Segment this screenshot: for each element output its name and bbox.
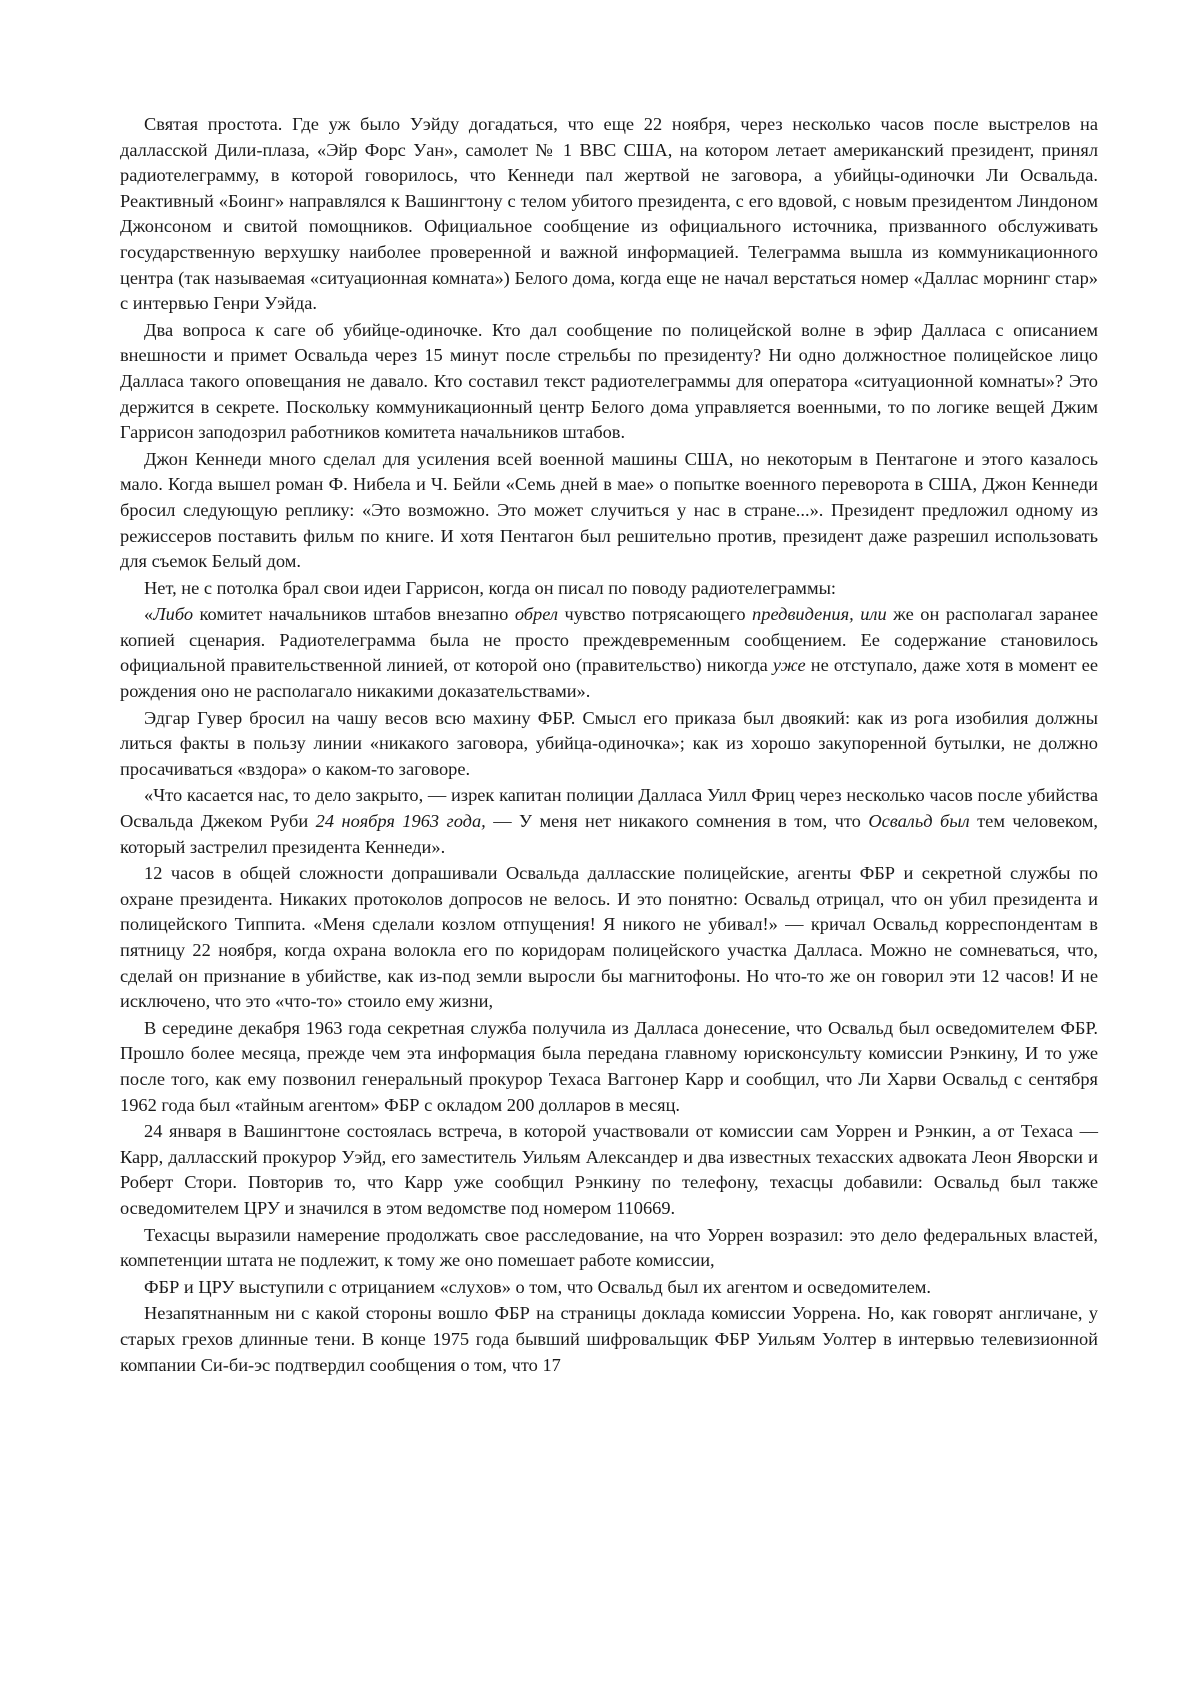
italic-text: предвидения, или — [752, 604, 887, 625]
paragraph — [120, 602, 1098, 704]
text-run: « — [144, 604, 154, 625]
text-run: тем человеком, который застрелил президента Кеннеди». — [120, 811, 1098, 857]
italic-text: Освальд был — [868, 811, 970, 832]
text-run: «Что касается нас, то дело закрыто, — изрек капитан полиции Далласа Уилл Фриц через несколько часов после убийства Освальда Джеком Руби — [120, 785, 1098, 832]
paragraph — [120, 318, 1098, 446]
paragraph — [120, 1301, 1098, 1378]
paragraph — [120, 112, 1098, 317]
paragraph — [120, 1016, 1098, 1118]
text-run: не отступало, даже хотя в момент ее рождения оно не располагало никакими доказательствами». — [120, 655, 1098, 702]
paragraph — [120, 1275, 1098, 1301]
text-run: Эдгар Гувер бросил на чашу весов всю махину ФБР. Смысл его приказа был двоякий: как из рога изобилия должны литься факты в пользу линии «никакого заговора, убийца-одиночка»; как из хорошо закупоренной бутылки, не должно просачиваться «вздора» о каком-то заговоре. — [120, 707, 1098, 779]
text-run: Джон Кеннеди много сделал для усиления всей военной машины США, но некоторым в Пентагоне и этого казалось мало. Когда вышел роман Ф. Нибела и Ч. Бейли «Семь дней в мае» о попытке военного переворота в США, Джон Кеннеди бросил следующую реплику: «Это возможно. Это может случиться у нас в стране...». Президент предложил одному из режиссеров поставить фильм по книге. И хотя Пентагон был решительно против, президент даже разрешил использовать для съемок Белый дом. — [120, 448, 1098, 572]
text-run: Два вопроса к саге об убийце-одиночке. Кто дал сообщение по полицейской волне в эфир Далласа с описанием внешности и примет Освальда через 15 минут после стрельбы по президенту? Ни одно должностное полицейское лицо Далласа такого оповещания не давало. Кто составил текст радиотелеграммы для оператора «ситуационной комнаты»? Это держится в секрете. Поскольку коммуникационный центр Белого дома управляется военными, то по логике вещей Джим Гаррисон заподозрил работников комитета начальников штабов. — [120, 319, 1098, 443]
paragraph — [120, 706, 1098, 783]
text-run: 12 часов в общей сложности допрашивали Освальда далласские полицейские, агенты ФБР и секретной службы по охране президента. Никаких протоколов допросов не велось. И это понятно: Освальд отрицал, что он убил президента и полицейского Типпита. «Меня сделали козлом отпущения! Я никого не убивал!» — кричал Освальд корреспондентам в пятницу 22 ноября, когда охрана волокла его по коридорам полицейского участка Далласа. Можно не сомневаться, что, сделай он признание в убийстве, как из-под земли выросли бы магнитофоны. Но что-то же он говорил эти 12 часов! И не исключено, что это «что-то» стоило ему жизни, — [120, 863, 1098, 1012]
text-run: Техасцы выразили намерение продолжать свое расследование, на что Уоррен возразил: это дело федеральных властей, компетенции штата не подлежит, к тому же оно помешает работе комиссии, — [120, 1224, 1098, 1271]
text-run: Нет, не с потолка брал свои идеи Гаррисон, когда он писал по поводу радиотелеграммы: — [144, 577, 837, 598]
italic-text: Либо — [153, 604, 194, 625]
paragraph — [120, 1119, 1098, 1221]
text-run: же он располагал заранее копией сценария. Радиотелеграмма была не просто преждевременным сообщением. Ее содержание становилось официальной правительственной линией, от которой оно (правительство) никогда — [120, 604, 1098, 676]
document-page — [120, 112, 1098, 1378]
text-run: 24 января в Вашингтоне состоялась встреча, в которой участвовали от комиссии сам Уоррен и Рэнкин, а от Техаса — Карр, далласский прокурор Уэйд, его заместитель Уильям Александер и два известных техасских адвоката Леон Яворски и Роберт Стори. Повторив то, что Карр уже сообщил Рэнкину по телефону, техасцы добавили: Освальд был также осведомителем ЦРУ и значился в этом ведомстве под номером 110669. — [120, 1121, 1098, 1218]
paragraph — [120, 576, 1098, 602]
text-run: В середине декабря 1963 года секретная служба получила из Далласа донесение, что Освальд был осведомителем ФБР. Прошло более месяца, прежде чем эта информация была передана главному юрисконсульту комиссии Рэнкину, И то уже после того, как ему позвонил генеральный прокурор Техаса Ваггонер Карр и сообщил, что Ли Харви Освальд с сентября 1962 года был «тайным агентом» ФБР с окладом 200 долларов в месяц. — [120, 1017, 1098, 1115]
text-run: чувство потрясающего — [557, 604, 753, 625]
paragraph — [120, 783, 1098, 860]
text-run: — У меня нет никакого сомнения в том, что — [485, 811, 869, 832]
text-run: Незапятнанным ни с какой стороны вошло ФБР на страницы доклада комиссии Уоррена. Но, как говорят англичане, у старых грехов длинные тени. В конце 1975 года бывший шифровальщик ФБР Уильям Уолтер в интервью телевизионной компании Си-би-эс подтвердил сообщения о том, что 17 — [120, 1303, 1098, 1375]
text-run: комитет начальников штабов внезапно — [193, 604, 515, 625]
paragraph — [120, 861, 1098, 1015]
paragraph — [120, 447, 1098, 575]
italic-text: 24 ноября 1963 года, — [315, 811, 486, 832]
italic-text: уже — [772, 655, 806, 676]
text-run: Святая простота. Где уж было Уэйду догадаться, что еще 22 ноября, через несколько часов после выстрелов на далласской Дили-плаза, «Эйр Форс Уан», самолет № 1 ВВС США, на котором летает американский президент, принял радиотелеграмму, в которой говорилось, что Кеннеди пал жертвой не заговора, а убийцы-одиночки Ли Освальда. Реактивный «Боинг» направлялся к Вашингтону с телом убитого президента, с его вдовой, с новым президентом Линдоном Джонсоном и свитой помощников. Официальное сообщение из официального источника, призванного обслуживать государственную верхушку наиболее проверенной и важной информацией. Телеграмма вышла из коммуникационного центра (так называемая «ситуационная комната») Белого дома, когда еще не начал верстаться номер «Даллас морнинг стар» с интервью Генри Уэйда. — [120, 114, 1098, 314]
paragraph — [120, 1223, 1098, 1274]
italic-text: обрел — [514, 604, 558, 625]
text-run: ФБР и ЦРУ выступили с отрицанием «слухов» о том, что Освальд был их агентом и осведомителем. — [144, 1276, 932, 1297]
